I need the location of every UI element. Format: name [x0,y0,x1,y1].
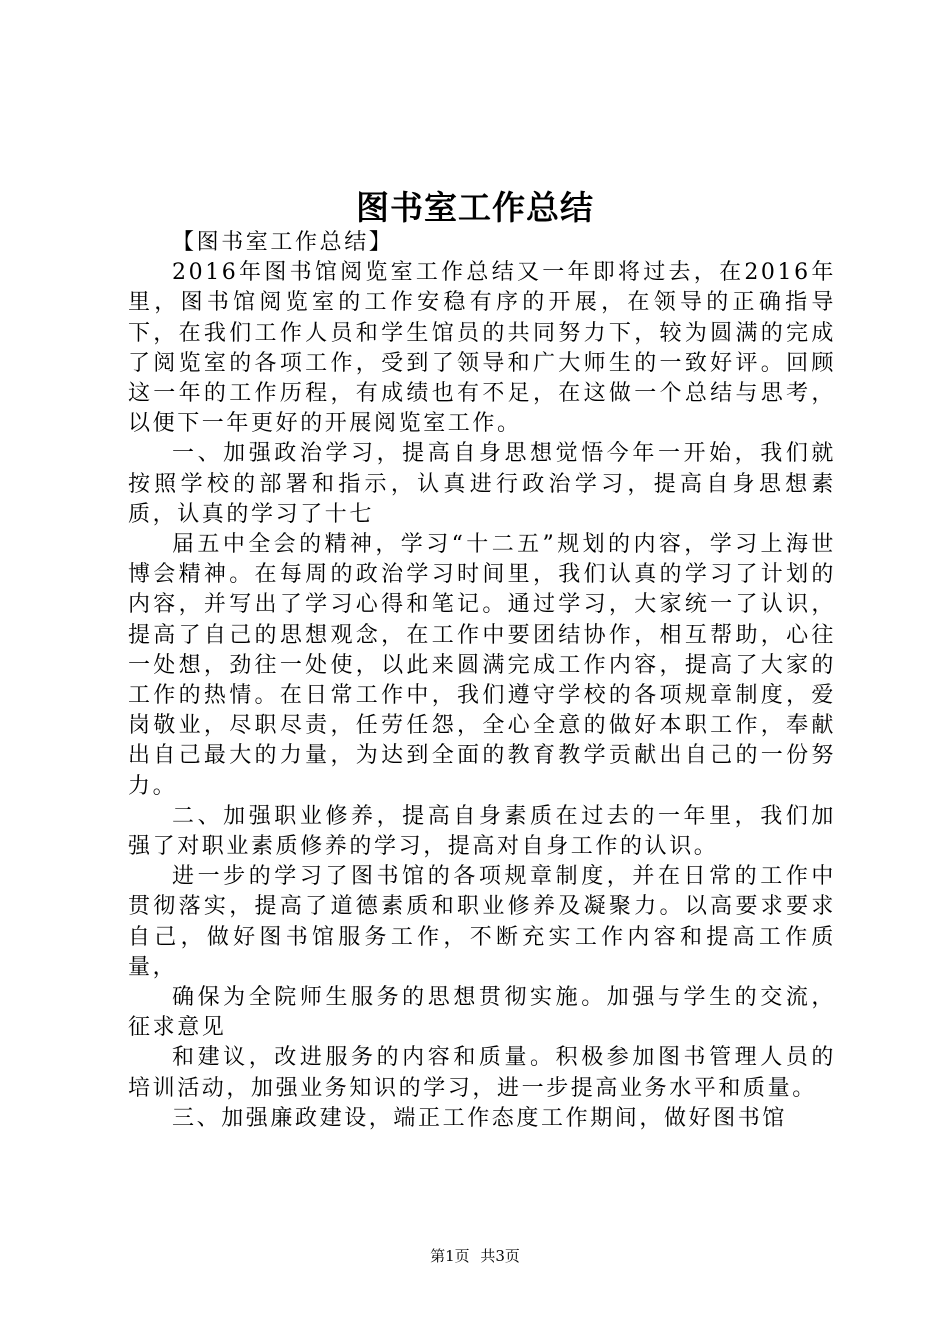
intro-paragraph: 2016年图书馆阅览室工作总结又一年即将过去，在2016年里，图书馆阅览室的工作安稳有序的开展，在领导的正确指导下，在我们工作人员和学生馆员的共同努力下，较为圆满的完成了阅览室的各项工作，受到了领导和广大师生的一致好评。回顾这一年的工作历程，有成绩也有不足，在这做一个总结与思考，以便下一年更好的开展阅览室工作。 [128,260,836,437]
section-one-continued-paragraph: 届五中全会的精神，学习“十二五”规划的内容，学习上海世博会精神。在每周的政治学习时间里，我们认真的学习了计划的内容，并写出了学习心得和笔记。通过学习，大家统一了认识，提高了自己的思想观念，在工作中要团结协作，相互帮助，心往一处想，劲往一处使，以此来圆满完成工作内容，提高了大家的工作的热情。在日常工作中，我们遵守学校的各项规章制度，爱岗敬业，尽职尽责，任劳任怨，全心全意的做好本职工作，奉献出自己最大的力量，为达到全面的教育教学贡献出自己的一份努力。 [128,532,836,799]
section-two-continued-paragraph: 进一步的学习了图书馆的各项规章制度，并在日常的工作中贯彻落实，提高了道德素质和职业修养及凝聚力。以高要求要求自己，做好图书馆服务工作，不断充实工作内容和提高工作质量， [128,864,836,980]
page-total: 共3页 [480,1247,520,1265]
section-label: 【图书室工作总结】 [172,230,394,255]
section-one-paragraph: 一、加强政治学习，提高自身思想觉悟今年一开始，我们就按照学校的部署和指示，认真进行政治学习，提高自身思想素质，认真的学习了十七 [128,441,836,527]
document-body [128,228,836,1134]
document-title: 图书室工作总结 [356,188,594,227]
suggestion-paragraph: 和建议，改进服务的内容和质量。积极参加图书管理人员的培训活动，加强业务知识的学习，进一步提高业务水平和质量。 [128,1045,836,1101]
section-three-paragraph: 三、加强廉政建设，端正工作态度工作期间，做好图书馆 [172,1105,788,1131]
service-paragraph: 确保为全院师生服务的思想贯彻实施。加强与学生的交流，征求意见 [128,985,836,1041]
page-footer [0,1246,950,1266]
section-two-paragraph: 二、加强职业修养，提高自身素质在过去的一年里，我们加强了对职业素质修养的学习，提高对自身工作的认识。 [128,803,836,860]
page-number: 第1页 [430,1247,470,1265]
